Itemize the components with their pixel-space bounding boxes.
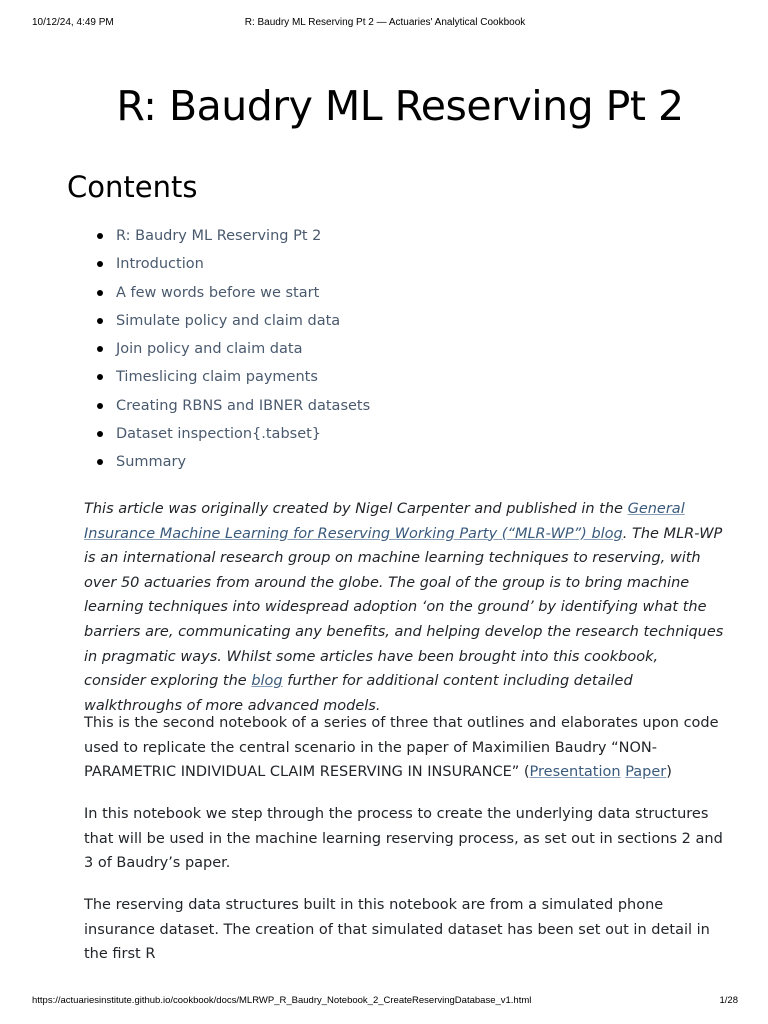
blog-link[interactable]: blog	[251, 673, 283, 690]
toc-item	[96, 448, 370, 476]
bullet-icon	[97, 431, 103, 437]
print-datetime: 10/12/24, 4:49 PM	[32, 17, 114, 28]
toc-link-summary[interactable]: Summary	[116, 454, 187, 471]
mlr-wp-blog-link[interactable]: General Insurance Machine Learning for Reserving Working Party (“MLR-WP”) blog	[84, 501, 685, 542]
print-url: https://actuariesinstitute.github.io/cookbook/docs/MLRWP_R_Baudry_Notebook_2_CreateReservingDatabase_v1.html	[32, 995, 532, 1006]
bullet-icon	[97, 290, 103, 296]
toc-link-timeslicing[interactable]: Timeslicing claim payments	[116, 369, 318, 386]
intro-paragraph	[84, 497, 724, 718]
toc-link-few-words[interactable]: A few words before we start	[116, 284, 320, 301]
bullet-icon	[97, 346, 103, 352]
print-header	[32, 17, 738, 31]
toc-link-simulate[interactable]: Simulate policy and claim data	[116, 312, 341, 329]
toc-item	[96, 307, 370, 335]
contents-heading: Contents	[67, 170, 198, 204]
toc-link-introduction[interactable]: Introduction	[116, 256, 204, 273]
toc-item	[96, 279, 370, 307]
series-paragraph	[84, 711, 724, 785]
page-title: R: Baudry ML Reserving Pt 2	[116, 82, 684, 130]
toc-link-join[interactable]: Join policy and claim data	[116, 341, 303, 358]
print-footer	[32, 995, 738, 1009]
dataset-paragraph: The reserving data structures built in this notebook are from a simulated phone insurance dataset. The creation of that simulated dataset has been set out in detail in the first R	[84, 897, 710, 963]
para2-text-3: )	[666, 764, 672, 781]
bullet-icon	[97, 261, 103, 267]
toc-item	[96, 420, 370, 448]
print-page-title: R: Baudry ML Reserving Pt 2 — Actuaries' Analytical Cookbook	[244, 17, 526, 28]
bullet-icon	[97, 459, 103, 465]
toc-item	[96, 392, 370, 420]
intro-text-3: further for additional content including detailed walkthroughs of more advanced models.	[84, 673, 633, 714]
presentation-link[interactable]: Presentation	[529, 764, 621, 781]
toc-item	[96, 222, 370, 250]
bullet-icon	[97, 233, 103, 239]
table-of-contents	[96, 222, 370, 477]
bullet-icon	[97, 374, 103, 380]
intro-text-2: . The MLR-WP is an international research group on machine learning techniques to reserving, with over 50 actuaries from around the globe. The goal of the group is to bring machine learning techniques into widespread adoption ‘on the ground’ by identifying what the barriers are, communicating any benefits, and helping develop the research techniques in pragmatic ways. Whilst some articles have been brought into this cookbook, consider exploring the	[84, 525, 724, 690]
paper-link[interactable]: Paper	[625, 764, 667, 781]
toc-item	[96, 250, 370, 278]
toc-link-rbns-ibner[interactable]: Creating RBNS and IBNER datasets	[116, 397, 371, 414]
para2-text-1: This is the second notebook of a series of three that outlines and elaborates upon code used to replicate the central scenario in the paper of Maximilien Baudry “NON-PARAMETRIC INDIVIDUAL CLAIM RESERVING IN INSURANCE” (	[84, 715, 719, 781]
toc-link-title[interactable]: R: Baudry ML Reserving Pt 2	[116, 228, 322, 244]
intro-text-1: This article was originally created by Nigel Carpenter and published in the	[84, 501, 628, 517]
bullet-icon	[97, 318, 103, 324]
toc-link-dataset-inspection[interactable]: Dataset inspection{.tabset}	[116, 426, 322, 443]
bullet-icon	[97, 403, 103, 409]
print-page-number: 1/28	[719, 995, 738, 1006]
toc-item	[96, 363, 370, 391]
toc-item	[96, 335, 370, 363]
notebook-purpose-paragraph: In this notebook we step through the process to create the underlying data structures that will be used in the machine learning reserving process, as set out in sections 2 and 3 of Baudry’s paper.	[84, 806, 723, 872]
